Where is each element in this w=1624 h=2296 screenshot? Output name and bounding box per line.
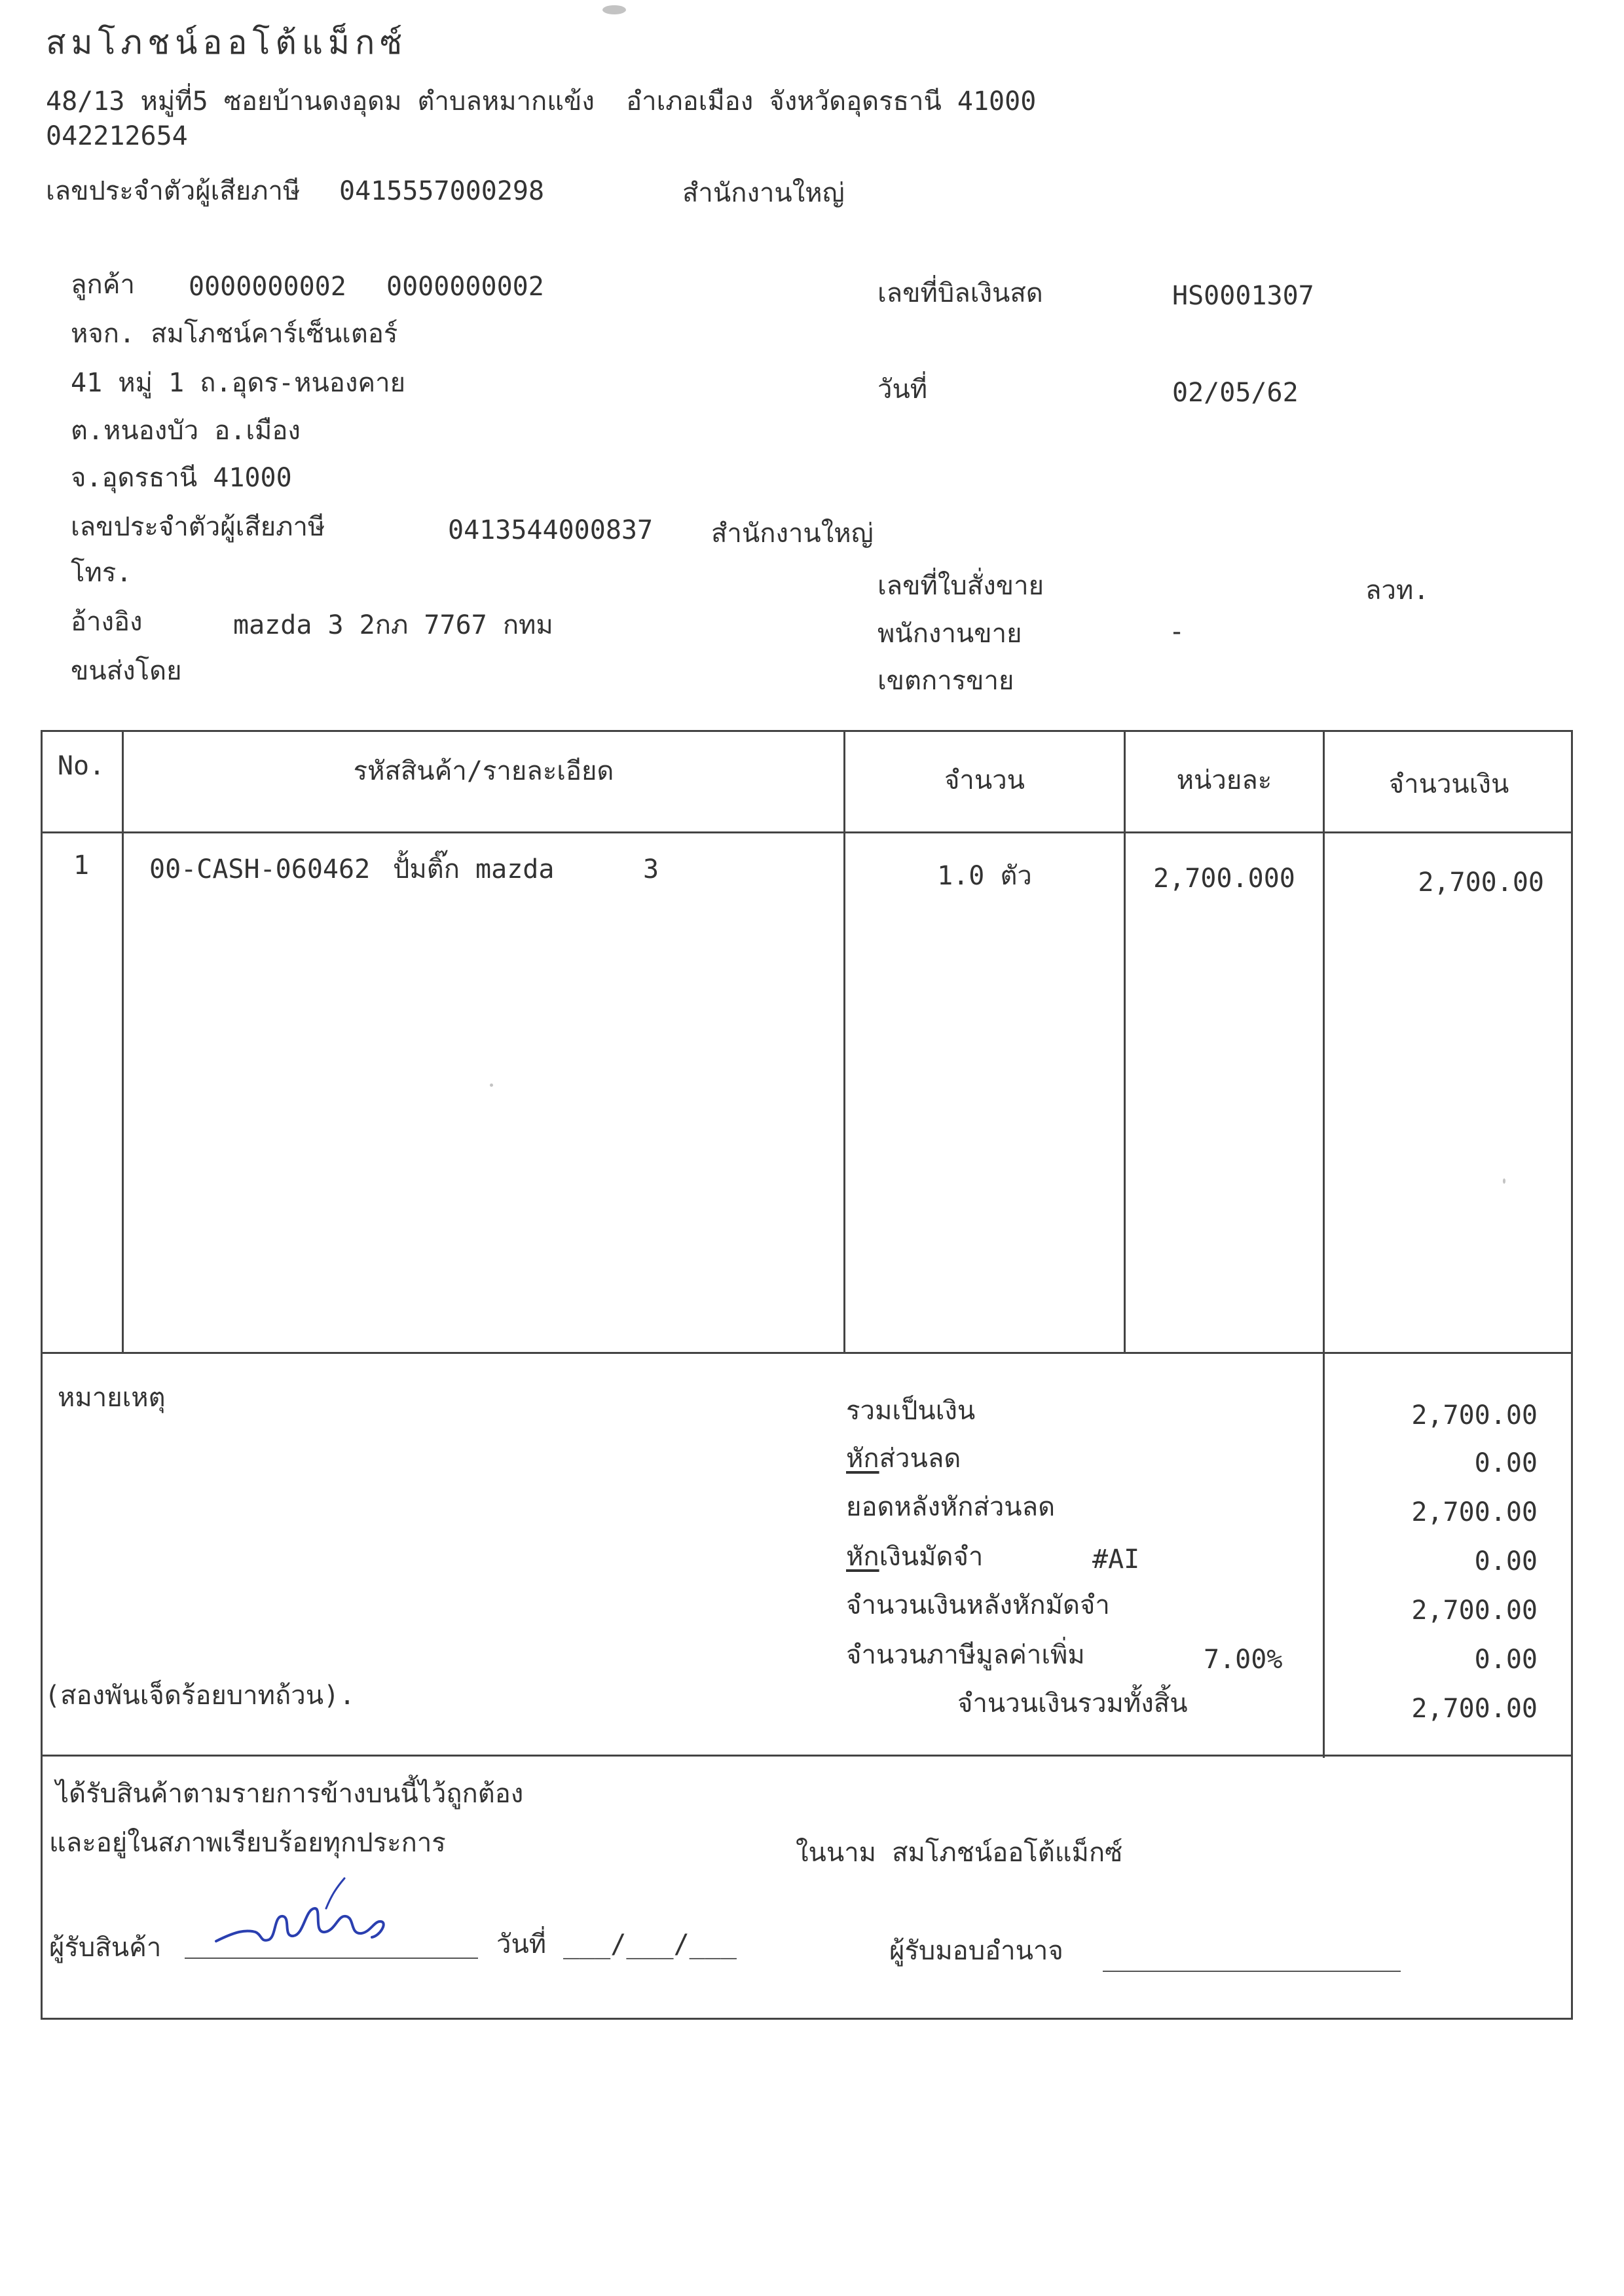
deposit-label: เงินมัดจำ (879, 1542, 984, 1572)
deduct-prefix: หัก (846, 1542, 879, 1572)
row-1-description-number: 3 (643, 854, 659, 884)
sales-order-label: เลขที่ใบสั่งขาย (877, 571, 1044, 601)
customer-address-1: 41 หมู่ 1 ถ.อุดร-หนองคาย (71, 368, 406, 398)
scan-mark (602, 5, 626, 14)
receive-date-blank: ___/___/___ (563, 1929, 737, 1959)
summary-label-after-discount: ยอดหลังหักส่วนลด (846, 1492, 1056, 1522)
bill-date-label: วันที่ (877, 374, 928, 405)
customer-code-1: 0000000002 (189, 272, 346, 302)
customer-code-2: 0000000002 (386, 272, 544, 302)
column-divider-no (122, 730, 124, 1352)
salesman-label: พนักงานขาย (877, 619, 1022, 649)
salesman-value: - (1169, 617, 1185, 647)
company-address: 48/13 หมู่ที่5 ซอยบ้านดงอุดม ตำบลหมากแข้ง อำเภอเมือง จังหวัดอุดรธานี 41000 (46, 86, 1037, 117)
bill-number-label: เลขที่บิลเงินสด (877, 278, 1043, 308)
amount-in-words: (สองพันเจ็ดร้อยบาทถ้วน). (45, 1681, 356, 1711)
customer-address-3: จ.อุดรธานี 41000 (71, 463, 292, 493)
customer-tax-label: เลขประจำตัวผู้เสียภาษี (71, 512, 325, 542)
scan-dot (490, 1084, 493, 1087)
summary-bottom-divider (41, 1755, 1573, 1757)
reference-value: mazda 3 2กภ 7767 กทม (233, 610, 553, 640)
header-no: No. (57, 751, 105, 781)
discount-label: ส่วนลด (879, 1444, 961, 1474)
summary-value-after-discount: 2,700.00 (1411, 1497, 1538, 1527)
header-unit-price: หน่วยละ (1176, 765, 1272, 795)
company-tax-id: 0415557000298 (339, 176, 545, 206)
row-1-quantity: 1.0 ตัว (937, 861, 1032, 891)
bill-date: 02/05/62 (1172, 378, 1299, 408)
deduct-prefix: หัก (846, 1444, 879, 1474)
column-divider-desc (843, 730, 845, 1352)
row-1-unit-price: 2,700.000 (1153, 864, 1295, 894)
summary-label-vat: จำนวนภาษีมูลค่าเพิ่ม (846, 1640, 1085, 1670)
customer-branch: สำนักงานใหญ่ (711, 519, 874, 549)
company-tax-label: เลขประจำตัวผู้เสียภาษี (46, 176, 301, 206)
on-behalf-of: ในนาม สมโภชน์ออโต้แม็กซ์ (796, 1838, 1123, 1868)
signature-stroke (216, 1908, 384, 1941)
summary-value-vat: 0.00 (1474, 1645, 1538, 1675)
receiver-signature (210, 1869, 406, 1958)
header-quantity: จำนวน (944, 765, 1025, 795)
items-bottom-divider (41, 1352, 1573, 1354)
summary-label-grand-total: จำนวนเงินรวมทั้งสิ้น (957, 1688, 1188, 1719)
remark-label: หมายเหตุ (58, 1383, 166, 1413)
authorized-signature-line (1103, 1971, 1401, 1972)
summary-value-grand-total: 2,700.00 (1411, 1694, 1538, 1724)
summary-value-deposit: 0.00 (1474, 1546, 1538, 1576)
customer-name: หจก. สมโภชน์คาร์เซ็นเตอร์ (71, 319, 398, 349)
table-header-divider (41, 831, 1573, 833)
row-1-amount: 2,700.00 (1418, 867, 1544, 898)
invoice-table-frame (41, 730, 1573, 2020)
received-statement-line-1: ได้รับสินค้าตามรายการข้างบนนี้ไว้ถูกต้อง (56, 1779, 524, 1809)
reference-label: อ้างอิง (71, 607, 143, 637)
customer-label: ลูกค้า (71, 270, 135, 300)
summary-deposit-code: #AI (1092, 1544, 1140, 1575)
header-description: รหัสสินค้า/รายละเอียด (353, 756, 614, 786)
summary-value-discount: 0.00 (1474, 1448, 1538, 1478)
summary-label-subtotal: รวมเป็นเงิน (846, 1396, 976, 1426)
row-1-description: ปั้มติ๊ก mazda (393, 854, 555, 884)
header-amount: จำนวนเงิน (1388, 769, 1509, 799)
receive-date-label: วันที่ (496, 1929, 547, 1959)
sales-order-note: ลวท. (1365, 575, 1430, 606)
company-phone: 042212654 (46, 121, 188, 151)
row-1-no: 1 (73, 850, 90, 881)
receiver-signature-line (185, 1958, 478, 1959)
received-statement-line-2: และอยู่ในสภาพเรียบร้อยทุกประการ (49, 1828, 446, 1858)
customer-phone-label: โทร. (71, 558, 132, 588)
bill-number: HS0001307 (1172, 281, 1314, 311)
sales-area-label: เขตการขาย (877, 666, 1014, 696)
summary-value-subtotal: 2,700.00 (1411, 1400, 1538, 1430)
row-1-code: 00-CASH-060462 (149, 854, 371, 884)
authorized-label: ผู้รับมอบอำนาจ (889, 1936, 1063, 1966)
column-divider-qty (1124, 730, 1126, 1352)
summary-label-discount (846, 1446, 961, 1472)
summary-value-after-deposit: 2,700.00 (1411, 1595, 1538, 1626)
summary-label-after-deposit: จำนวนเงินหลังหักมัดจำ (846, 1590, 1110, 1620)
summary-vat-rate: 7.00% (1204, 1645, 1283, 1675)
customer-address-2: ต.หนองบัว อ.เมือง (71, 416, 301, 446)
scan-dot (1503, 1178, 1505, 1184)
receiver-label: ผู้รับสินค้า (49, 1933, 162, 1963)
company-name: สมโภชน์ออโต้แม็กซ์ (46, 24, 408, 62)
signature-flourish (326, 1878, 344, 1908)
summary-label-deposit (846, 1544, 983, 1570)
company-branch: สำนักงานใหญ่ (682, 178, 845, 208)
customer-tax-id: 0413544000837 (448, 515, 654, 545)
shipping-label: ขนส่งโดย (71, 656, 182, 686)
